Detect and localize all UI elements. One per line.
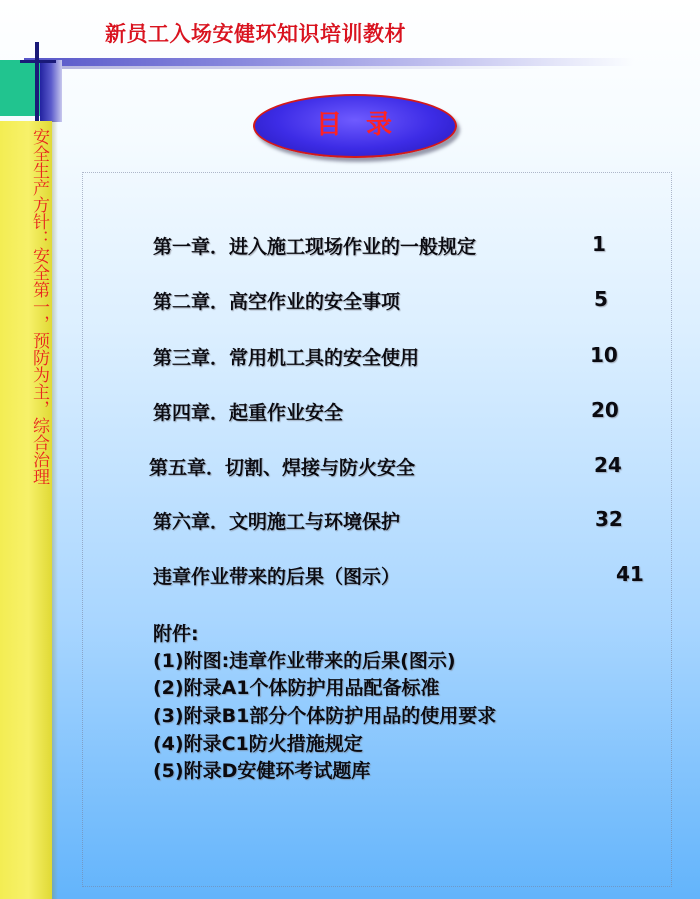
toc-item-page: 10 xyxy=(590,343,618,367)
toc-item-label: 第一章．进入施工现场作业的一般规定 xyxy=(153,236,477,258)
appendix-item: (2)附录A1个体防护用品配备标准 xyxy=(153,677,440,699)
toc-item-page: 41 xyxy=(616,562,644,586)
corner-cross-horizontal xyxy=(20,60,56,63)
toc-item-page: 32 xyxy=(595,507,623,531)
appendix-heading: 附件: xyxy=(153,623,199,645)
toc-item-label: 第五章．切割、焊接与防火安全 xyxy=(149,457,416,479)
page-title: 目 录 xyxy=(315,110,395,140)
header-title: 新员工入场安健环知识培训教材 xyxy=(105,21,406,46)
corner-green-block xyxy=(0,60,40,116)
appendix-item: (5)附录D安健环考试题库 xyxy=(153,760,371,782)
header-divider-shade xyxy=(24,66,544,69)
toc-item-label: 第六章．文明施工与环境保护 xyxy=(153,511,401,533)
sidebar-shadow xyxy=(52,121,58,899)
corner-cross-vertical xyxy=(35,42,39,122)
toc-item-label: 第三章．常用机工具的安全使用 xyxy=(153,347,420,369)
toc-item-page: 1 xyxy=(592,232,606,256)
toc-item-label: 第二章．高空作业的安全事项 xyxy=(153,291,401,313)
toc-item-page: 24 xyxy=(594,453,622,477)
toc-item-page: 20 xyxy=(591,398,619,422)
toc-item-label: 第四章．起重作业安全 xyxy=(153,402,344,424)
sidebar-motto: 安全生产方针：安全第一，预防为主，综合治理 xyxy=(29,128,49,485)
header-divider xyxy=(24,58,634,66)
toc-item-page: 5 xyxy=(594,287,608,311)
appendix-item: (4)附录C1防火措施规定 xyxy=(153,733,363,755)
appendix-item: (3)附录B1部分个体防护用品的使用要求 xyxy=(153,705,497,727)
appendix-item: (1)附图:违章作业带来的后果(图示) xyxy=(153,650,456,672)
toc-item-label: 违章作业带来的后果（图示） xyxy=(153,566,401,588)
corner-blue-stripe xyxy=(40,60,62,122)
